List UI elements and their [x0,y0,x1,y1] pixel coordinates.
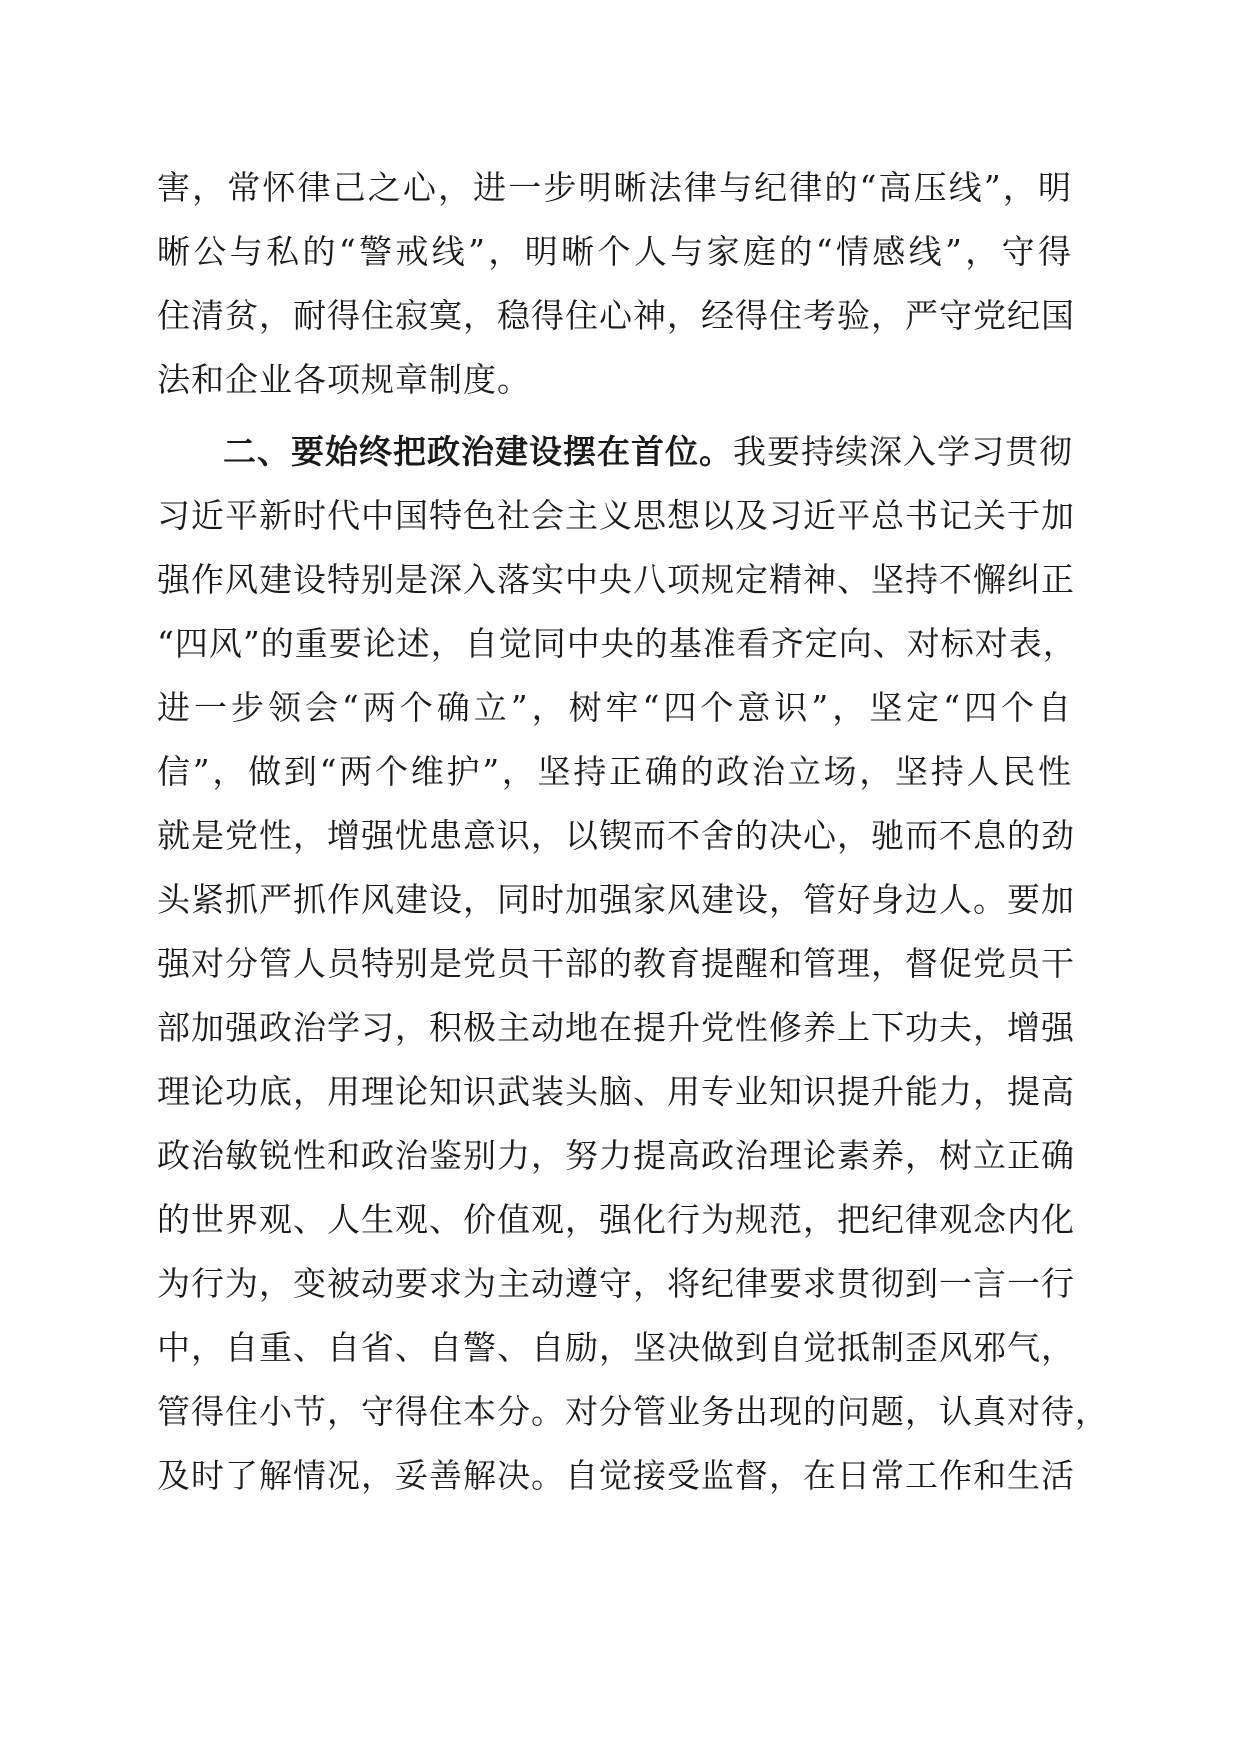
paragraph-line: 为行为，变被动要求为主动遵守，将纪律要求贯彻到一言一行 [157,1264,1075,1303]
paragraph-line: 害，常怀律己之心，进一步明晰法律与纪律的“高压线”，明 [157,168,1072,207]
paragraph-line: 及时了解情况，妥善解决。自觉接受监督，在日常工作和生活 [157,1456,1075,1495]
paragraph-line: 中，自重、自省、自警、自励，坚决做到自觉抵制歪风邪气， [157,1328,1075,1367]
paragraph-line: 习近平新时代中国特色社会主义思想以及习近平总书记关于加 [157,496,1075,535]
paragraph-line: 住清贫，耐得住寂寞，稳得住心神，经得住考验，严守党纪国 [157,296,1075,335]
paragraph-text: 我要持续深入学习贯彻 [733,432,1073,471]
paragraph-line: 头紧抓严抓作风建设，同时加强家风建设，管好身边人。要加 [157,880,1075,919]
paragraph-line: 就是党性，增强忧患意识，以锲而不舍的决心，驰而不息的劲 [157,816,1075,855]
paragraph-line: 理论功底，用理论知识武装头脑、用专业知识提升能力，提高 [157,1072,1075,1111]
paragraph-line: 法和企业各项规章制度。 [157,360,531,399]
paragraph-line: 信”，做到“两个维护”，坚持正确的政治立场，坚持人民性 [157,752,1072,791]
section-heading: 二、要始终把政治建设摆在首位。 [223,432,733,471]
section-heading-line [223,420,1072,484]
paragraph-line: 强作风建设特别是深入落实中央八项规定精神、坚持不懈纠正 [157,560,1075,599]
paragraph-line: “四风”的重要论述，自觉同中央的基准看齐定向、对标对表， [157,624,1077,663]
paragraph-line: 晰公与私的“警戒线”，明晰个人与家庭的“情感线”，守得 [157,232,1072,271]
paragraph-line: 部加强政治学习，积极主动地在提升党性修养上下功夫，增强 [157,1008,1075,1047]
paragraph-line: 政治敏锐性和政治鉴别力，努力提高政治理论素养，树立正确 [157,1136,1075,1175]
paragraph-line: 进一步领会“两个确立”，树牢“四个意识”，坚定“四个自 [157,688,1072,727]
paragraph-line: 管得住小节，守得住本分。对分管业务出现的问题，认真对待， [157,1392,1109,1431]
paragraph-line: 强对分管人员特别是党员干部的教育提醒和管理，督促党员干 [157,944,1075,983]
paragraph-line: 的世界观、人生观、价值观，强化行为规范，把纪律观念内化 [157,1200,1075,1239]
